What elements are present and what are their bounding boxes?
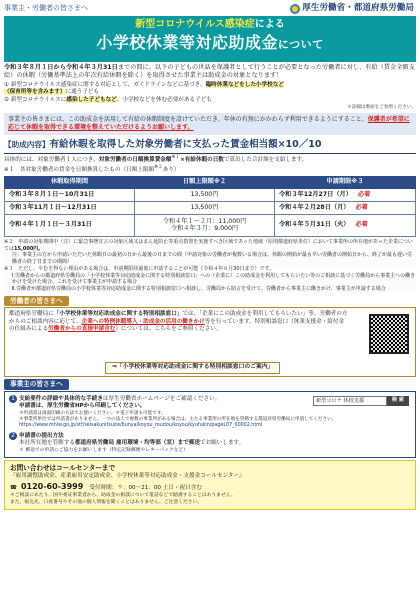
search-input[interactable]: 新型コロナ 休校支援 (313, 396, 387, 406)
main-content (4, 64, 416, 510)
desc-part5: で算出した合計額を支給します。 (223, 156, 308, 163)
section-title: 有給休暇を取得した対象労働者に支払った賃金相当額×10／10 (49, 139, 322, 151)
must-arrive: 必着 (355, 203, 368, 211)
item1-text: ① 新型コロナウイルス感染症に関する対応として、ガイドラインなどに基づき、 (4, 81, 206, 88)
desc-sup: ※１ (171, 154, 181, 160)
table-row (5, 201, 416, 214)
footnote-2 (4, 239, 416, 253)
s2-title: 申請書の提出方法 (19, 432, 64, 439)
fn2-amount: 15,000円。 (14, 245, 44, 252)
item2-text: ② 新型コロナウイルスに (4, 96, 67, 103)
call-center-name: 『雇用調整助成金、産業雇用安定助成金、小学校休業等対応助成金・支援金コールセンター』 (10, 473, 245, 480)
table-row (5, 214, 416, 236)
note1-text: ※１ 各対象労働者の賃金を日額換算したもの（日額上限額 (4, 166, 155, 173)
item2-highlight: 感染した子どもなど (66, 96, 117, 103)
workers-section (4, 307, 416, 377)
s1-title: 支給要件の詳細や具体的な手続き (19, 395, 103, 402)
w-t2: 「小学校休業等対応助成金に関する特別相談窓口」 (53, 311, 183, 318)
desc-part4: ×有給休暇の日数 (180, 156, 224, 163)
item1-end: に通う子ども (65, 89, 100, 96)
s2-t2: 都道府県労働局 雇用環境・均等部（室）まで郵送 (74, 440, 200, 447)
w-t5: 等を行っています。特別相談窓口（休業支援金・給付金の仕組みによる (9, 318, 345, 333)
subsidy-desc (4, 155, 416, 164)
mhlw-url-link[interactable]: https://www.mhlw.go.jp/stf/seisakunitsuite/bunya/koyou_roudou/koyou/kyufukin/pageL07_00002.html (19, 423, 263, 429)
subsidy-table (4, 176, 416, 237)
period-text: 令和３年８月１日から令和４年３月31日 (4, 64, 118, 71)
subtitle-highlight: 新型コロナウイルス感染症 (135, 19, 255, 30)
call-title: お問い合わせはコールセンターまで (10, 464, 116, 473)
subtitle-rest: による (254, 19, 285, 30)
request-emphasis: 保護者が希望に応じて休暇を取得できる環境を整えていただけるようお願いします。 (8, 116, 410, 132)
table-row (5, 188, 416, 201)
s1-line2: 申請書は、厚生労働省HPから印刷してください。 (19, 403, 146, 410)
deadline-date: 令和４年２月28日（月） (279, 203, 350, 211)
step-1 (9, 395, 309, 411)
intro-paragraph (4, 64, 416, 81)
s2-text (19, 440, 411, 448)
s1-note1: ＊申請書は両面印刷の方法でお使いください。＊電子申請も可能です。 (19, 410, 166, 416)
call-note2: また、振込先、口座番号やその他の個人情報を聞くことはありません。ご注意ください。 (10, 499, 203, 505)
banner-subtitle (4, 19, 416, 32)
section-subsidy-content (4, 139, 416, 153)
cell-deadline (275, 214, 416, 236)
col-period: 休暇取得期間 (5, 176, 135, 188)
s2-t3: でお願いします。 (199, 440, 245, 447)
qr-code-icon[interactable] (369, 314, 409, 354)
cell-cap: 13,500円 (135, 188, 275, 201)
footnote-example-2: Ⅱ.労働者が都道府県労働局の小学校休業等対応助成金に関する特別相談窓口へ相談し、労働局から助言を受けて、労働者から事業主に働きかけ、事業主が申請する場合 (4, 286, 416, 293)
w-t3: では、「企業にこの助成金を利用してもらいたい」等、労働者の方からのご相談内容に応じて、 (9, 311, 348, 325)
fn2-text: ※２ 申請の対象期間中（注）に緊急事態宣言の対象区域又はまん延防止等重点措置を実施すべき区域であった地域（原則都道府県単位）において事業所の所在地があった企業については (4, 238, 413, 252)
request-text: 事業主の皆さまには、この助成金を活用して有給の休暇制度を設けていただき、年休の有無にかかわらず利用できるようにすること、 (8, 116, 368, 124)
call-phone-row (10, 481, 410, 493)
employers-section-head: 事業主の皆さまへ (4, 379, 69, 389)
step-number-2: 2 (9, 432, 17, 440)
s2-note: ＊ 郵送での申請にご協力をお願いします（特定記録郵便やレターパックなど） (19, 447, 188, 453)
item1-highlight: 臨時休業などをした小学校など (205, 81, 284, 88)
employer-request-box (4, 113, 416, 135)
see-reverse-note: ＊詳細は裏面をご参照ください。 (347, 105, 416, 111)
search-box (313, 396, 409, 406)
item1-paren: （保育所等を含みます） (4, 89, 66, 96)
call-note1: ＊ご相談にあたり、国や委託事業者から、助成金の相談について電話などで勧誘することはありません。 (10, 493, 236, 499)
must-arrive: 必着 (357, 190, 371, 198)
step-number-1: 1 (9, 395, 17, 403)
cell-deadline (275, 201, 416, 214)
search-button[interactable]: 検 索 (387, 396, 409, 406)
note1-sup: ※２ (154, 164, 163, 170)
col-daily-cap: 日額上限額※２ (135, 176, 275, 188)
footnote-example-1: Ⅰ.労働者からの都道府県労働局の「小学校休業等対応助成金に関する特別相談窓口」への（企業に）この助成金を利用してもらいたい等のご相談に基づく労働局から事業主への働きかけを受けた場合、これを受けて事業主が申請する場合 (4, 273, 416, 287)
audience-tag: 事業主・労働者の皆さまへ (4, 4, 88, 12)
banner-title (4, 33, 416, 53)
note1-end: あり） (162, 166, 180, 173)
title-banner (4, 16, 416, 62)
cell-period: 令和３年８月１日～10月31日 (5, 188, 135, 201)
eligibility-list (4, 82, 416, 105)
must-arrive: 必着 (355, 221, 368, 229)
cell-deadline (275, 188, 416, 201)
phone-number[interactable]: 0120-60-3999 (20, 482, 84, 492)
ministry-name: 厚生労働省・都道府県労働局 (302, 3, 414, 13)
consultation-guide-link[interactable]: ⇒「小学校休業等対応助成金に関する特別相談窓口のご案内」 (105, 362, 280, 374)
w-t6: 労働者からの直接申請含む (48, 326, 116, 333)
call-hours: 受付時間：９：00～21：00 土日・祝日含む (89, 485, 202, 492)
footnote-2-note: 注：事業主の方から申請いただいた休暇日の最初の日から最後の日までの間（申請対象の労働者が複数いる場合は、休暇の開始が最も早い労働者の開始日から、終了が最も遅い労働者の終了日までの期間） (4, 252, 416, 266)
workers-section-head: 労働者の皆さまへ (4, 296, 69, 306)
phone-icon: ☎ (10, 485, 17, 492)
s2-t1: 本社所在地を管轄する (19, 440, 75, 447)
call-center-box (4, 460, 416, 510)
header-bar (4, 2, 416, 16)
w-t4: 企業への特例休暇導入・助成金の活用の働きかけ (81, 318, 205, 325)
w-t1: 都道府県労働局に (9, 311, 54, 318)
desc-part2: 対象労働者の日額換算賃金額 (98, 156, 172, 163)
ministry-label (290, 3, 414, 14)
subsidy-note1 (4, 165, 416, 174)
w-t7: ）については、こちらをご参照ください。 (115, 326, 222, 333)
intro-text: までの間に、以下の子どもの世話を保護者として行うことが必要となった労働者に対し、有給（賃金全額支給）の休暇（労働基準法上の年次有給休暇を除く）を取得させた事業主は助成金の対象となります！ (4, 64, 415, 80)
deadline-date: 令和３年12月27日（月） (279, 190, 352, 198)
cell-period: 令和４年１月１日～３月31日 (5, 214, 135, 236)
cell-cap: 13,500円 (135, 201, 275, 214)
ministry-logo-icon (290, 4, 300, 14)
cell-cap: 令和４年１～２月：11,000円 令和４年３月：9,000円 (135, 214, 275, 236)
s1-rest: は厚生労働省ホームページをご確認ください。 (102, 395, 221, 402)
col-deadline: 申請期限※３ (275, 176, 416, 188)
title-suffix: について (277, 37, 324, 51)
workers-text (9, 311, 349, 334)
eligibility-item-2 (4, 97, 416, 105)
cell-period: 令和３年11月１日～12月31日 (5, 201, 135, 214)
deadline-date: 令和４年５月31日（火） (279, 221, 350, 229)
item2-end: 、小学校などを休む必要がある子ども (116, 96, 212, 103)
footnote-3: ※３ ただし、やむを得ない理由がある場合は、申請期限経過後に申請することが可能（令和４年６月30日まで）です。 (4, 265, 275, 272)
footnotes (4, 239, 416, 293)
eligibility-item-1 (4, 82, 416, 97)
step-2 (9, 432, 411, 441)
section-label: 【助成内容】 (4, 140, 50, 150)
desc-part1: 具体的には、対象労働者１人につき、 (4, 156, 99, 163)
title-main: 小学校休業等対応助成金 (96, 32, 278, 52)
s1-note2: ＊事業所単位では申請書がありません。一つの法人で複数の事業所がある場合は、主たる事業所の所在地を管轄する都道府県労働局に申請してください。 (19, 416, 337, 422)
employers-section (4, 391, 416, 459)
